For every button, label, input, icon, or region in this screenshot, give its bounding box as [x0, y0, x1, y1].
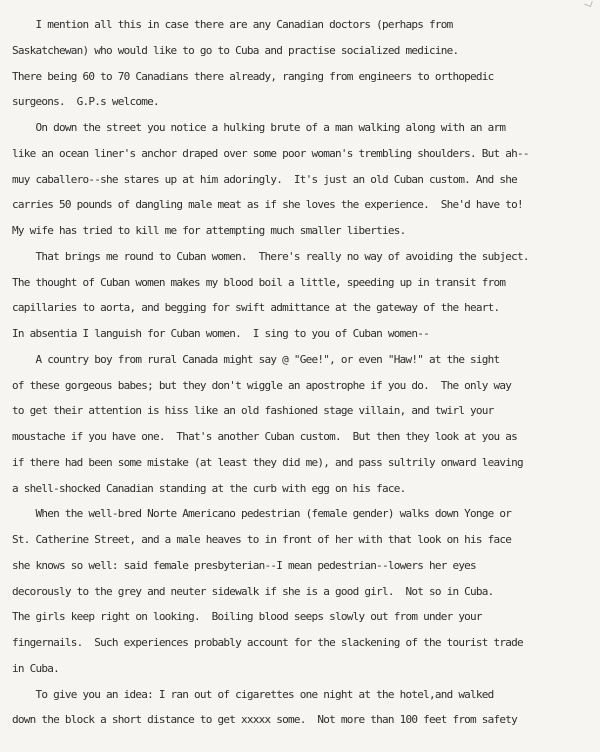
text-line: That brings me round to Cuban women. There's really no way of avoiding the subject.	[12, 249, 529, 263]
text-line: surgeons. G.P.s welcome.	[12, 95, 159, 109]
text-line: if there had been some mistake (at least they did me), and pass sultrily onward leaving	[12, 455, 523, 469]
text-line: There being 60 to 70 Canadians there already, ranging from engineers to orthopedic	[12, 69, 494, 83]
text-line: I mention all this in case there are any Canadian doctors (perhaps from	[12, 18, 453, 31]
text-line: When the well-bred Norte Americano pedestrian (female gender) walks down Yonge or	[12, 507, 512, 521]
text-line: capillaries to aorta, and begging for swift admittance at the gateway of the heart.	[12, 301, 500, 315]
page-text	[12, 12, 598, 733]
text-line: St. Catherine Street, and a male heaves to in front of her with that look on his face	[12, 533, 512, 546]
page-corner-mark	[584, 0, 593, 7]
text-line: My wife has tried to kill me for attempting much smaller liberties.	[12, 224, 406, 237]
text-line: like an ocean liner's anchor draped over some poor woman's trembling shoulders. But ah--	[12, 146, 529, 160]
text-line: Saskatchewan) who would like to go to Cuba and practise socialized medicine.	[12, 43, 459, 57]
text-line: On down the street you notice a hulking brute of a man walking along with an arm	[12, 121, 506, 134]
text-line: moustache if you have one. That's another Cuban custom. But then they look at you as	[12, 430, 518, 443]
text-line: to get their attention is hiss like an old fashioned stage villain, and twirl your	[12, 404, 494, 418]
text-line: she knows so well: said female presbyterian--I mean pedestrian--lowers her eyes	[12, 558, 476, 572]
text-line: A country boy from rural Canada might say @ "Gee!", or even "Haw!" at the sight	[12, 352, 500, 366]
text-line: The thought of Cuban women makes my blood boil a little, speeding up in transit from	[12, 275, 506, 289]
text-line: of these gorgeous babes; but they don't wiggle an apostrophe if you do. The only way	[12, 378, 512, 392]
text-line: The girls keep right on looking. Boiling blood seeps slowly out from under your	[12, 610, 482, 624]
text-line: carries 50 pounds of dangling male meat as if she loves the experience. She'd have to!	[12, 198, 523, 212]
text-line: down the block a short distance to get xxxxx some. Not more than 100 feet from safety	[12, 713, 518, 727]
text-line: fingernails. Such experiences probably account for the slackening of the tourist trade	[12, 636, 523, 649]
text-line: To give you an idea: I ran out of cigarettes one night at the hotel,and walked	[12, 687, 494, 701]
text-line: muy caballero--she stares up at him adoringly. It's just an old Cuban custom. And she	[12, 172, 518, 186]
text-line: in Cuba.	[12, 661, 59, 675]
text-line: decorously to the grey and neuter sidewalk if she is a good girl. Not so in Cuba.	[12, 584, 494, 598]
text-line: a shell-shocked Canadian standing at the curb with egg on his face.	[12, 481, 406, 495]
text-line: In absentia I languish for Cuban women. I sing to you of Cuban women--	[12, 327, 429, 340]
